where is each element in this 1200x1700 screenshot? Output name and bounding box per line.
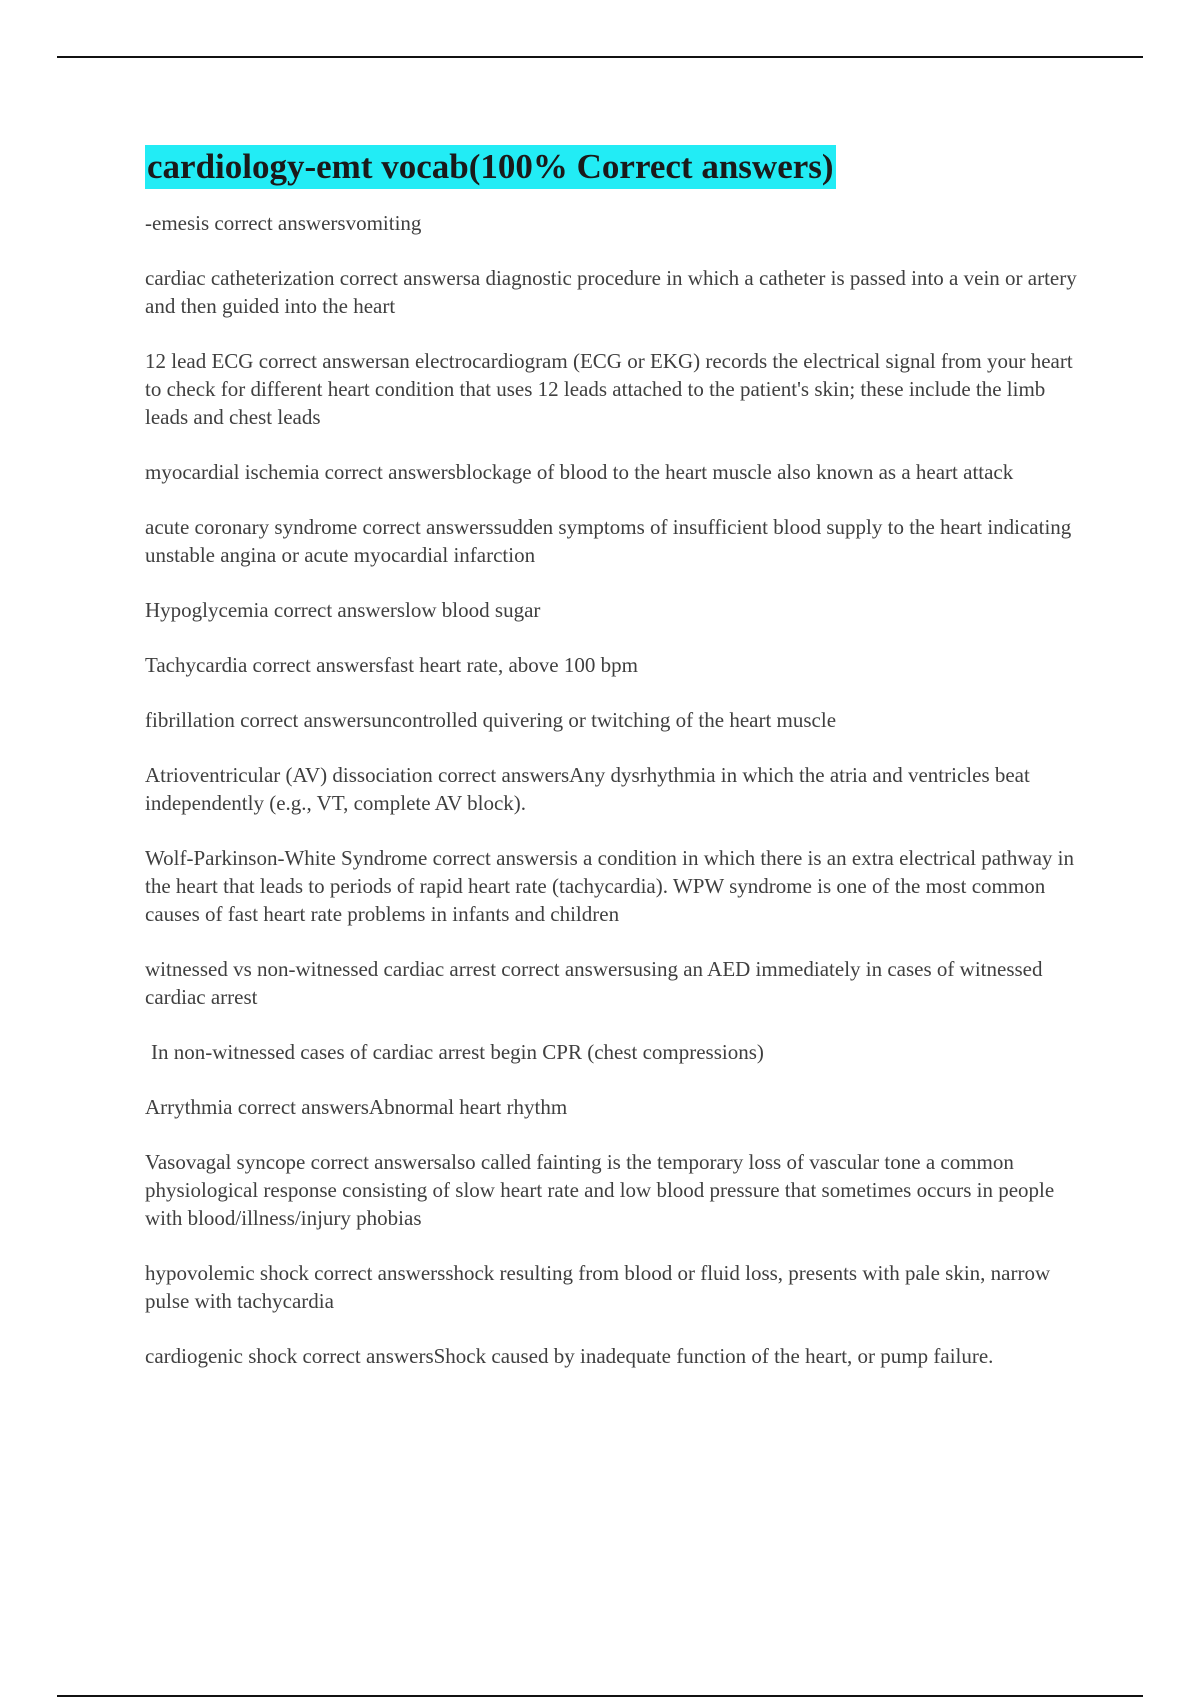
vocab-entry: Atrioventricular (AV) dissociation correct answersAny dysrhythmia in which the atria and ventricles beat independently (e.g., VT, complete AV block). xyxy=(145,763,1030,815)
document-body xyxy=(145,145,1085,1397)
vocab-entry: fibrillation correct answersuncontrolled quivering or twitching of the heart muscle xyxy=(145,708,837,732)
document-title: cardiology-emt vocab(100% Correct answers) xyxy=(145,145,836,189)
vocab-entry: cardiogenic shock correct answersShock caused by inadequate function of the heart, or pump failure. xyxy=(145,1344,994,1368)
vocab-entry: acute coronary syndrome correct answerssudden symptoms of insufficient blood supply to the heart indicating unstable angina or acute myocardial infarction xyxy=(145,515,1072,567)
vocab-entry: In non-witnessed cases of cardiac arrest begin CPR (chest compressions) xyxy=(151,1040,764,1064)
vocab-list xyxy=(145,209,1085,1370)
vocab-entry: cardiac catheterization correct answersa diagnostic procedure in which a catheter is passed into a vein or artery and then guided into the heart xyxy=(145,266,1077,318)
vocab-entry: Vasovagal syncope correct answersalso called fainting is the temporary loss of vascular tone a common physiological response consisting of slow heart rate and low blood pressure that sometimes occurs in people with blood/illness/injury phobias xyxy=(145,1150,1055,1230)
vocab-entry: -emesis correct answersvomiting xyxy=(145,211,422,235)
vocab-entry: 12 lead ECG correct answersan electrocardiogram (ECG or EKG) records the electrical signal from your heart to check for different heart condition that uses 12 leads attached to the patient's skin; these include the limb leads and chest leads xyxy=(145,349,1073,429)
vocab-entry: Wolf-Parkinson-White Syndrome correct answersis a condition in which there is an extra electrical pathway in the heart that leads to periods of rapid heart rate (tachycardia). WPW syndrome is one of the most common causes of fast heart rate problems in infants and children xyxy=(145,846,1075,926)
footer-rule xyxy=(57,1695,1143,1697)
vocab-entry: Arrythmia correct answersAbnormal heart rhythm xyxy=(145,1095,568,1119)
vocab-entry: myocardial ischemia correct answersblockage of blood to the heart muscle also known as a heart attack xyxy=(145,460,1014,484)
vocab-entry: Tachycardia correct answersfast heart rate, above 100 bpm xyxy=(145,653,638,677)
vocab-entry: witnessed vs non-witnessed cardiac arrest correct answersusing an AED immediately in cases of witnessed cardiac arrest xyxy=(145,957,1043,1009)
vocab-entry: Hypoglycemia correct answerslow blood sugar xyxy=(145,598,541,622)
vocab-entry: hypovolemic shock correct answersshock resulting from blood or fluid loss, presents with pale skin, narrow pulse with tachycardia xyxy=(145,1261,1051,1313)
header-rule xyxy=(57,56,1143,58)
